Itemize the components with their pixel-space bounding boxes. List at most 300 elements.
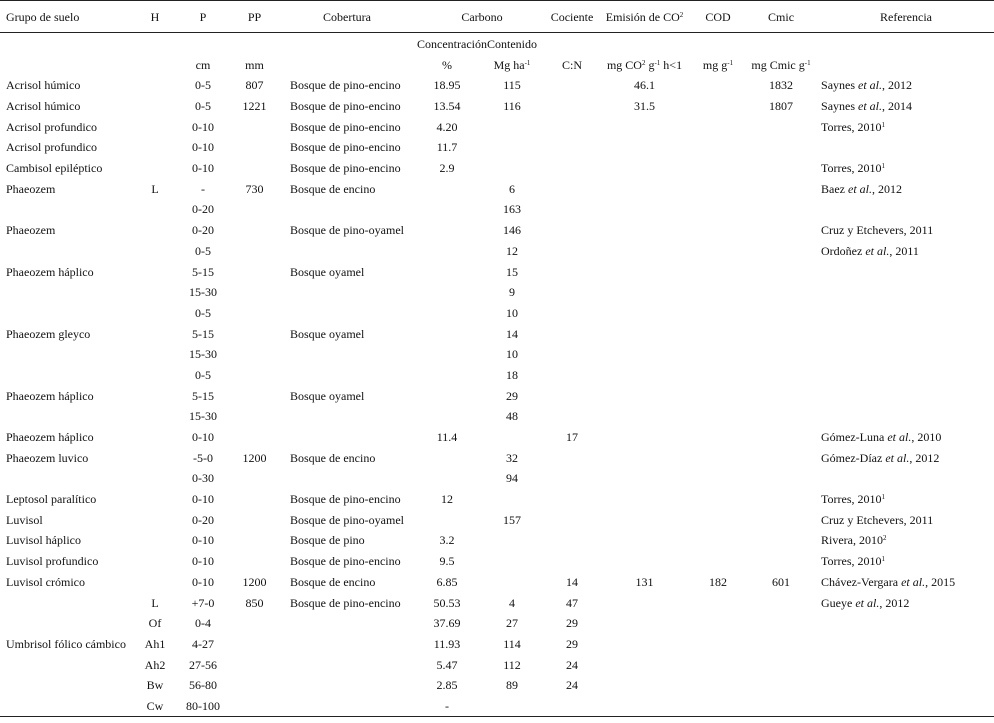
table-row [0,675,994,696]
cell-grupo [0,654,136,675]
cell-emision [597,385,692,406]
cell-grupo: Acrisol húmico [6,78,81,93]
ref-year: , 2015 [925,574,956,589]
cell-h [136,303,174,324]
cell-h [136,427,174,448]
cell-h [136,282,174,303]
cell-concentracion: 9.5 [439,554,455,569]
cell-p: 15-30 [189,409,217,424]
cell-p: 0-4 [195,616,211,631]
cell-cobertura: Bosque oyamel [290,388,365,403]
table-row [0,365,994,386]
cell-pp: 807 [245,78,264,93]
cell-cod [692,116,744,137]
cell-cod [692,96,744,117]
cell-cobertura [277,634,417,655]
cell-cobertura [277,199,417,220]
cell-grupo: Luvisol háplico [6,533,81,548]
cell-cn [547,385,597,406]
cell-grupo: Luvisol profundico [6,554,99,569]
cell-cobertura [277,241,417,262]
unit-cod-sup: -1 [727,58,734,67]
cell-cobertura: Bosque de pino-encino [290,99,401,114]
cell-contenido: 163 [503,202,521,217]
cell-cn: 47 [566,595,579,610]
cell-contenido: 4 [509,595,515,610]
unit-emision [597,54,692,75]
cell-grupo [0,592,136,613]
cell-cod [692,158,744,179]
cell-pp [232,696,277,717]
cell-cn [547,696,597,717]
unit-contenido-sup: -1 [524,58,531,67]
cell-cn [547,116,597,137]
cell-cod [692,241,744,262]
cell-referencia [818,427,994,448]
cell-cobertura: Bosque de pino-encino [290,492,401,507]
unit-emision-sup2: -1 [654,58,661,67]
ref-author: Ordoñez [821,243,863,258]
cell-emision [597,551,692,572]
cell-referencia [818,241,994,262]
cell-grupo [0,468,136,489]
cell-p: 0-5 [195,243,211,258]
cell-emision [597,261,692,282]
cell-grupo: Leptosol paralítico [6,492,97,507]
cell-p: 0-10 [192,574,214,589]
cell-p: 0-10 [192,430,214,445]
unit-emision-sup1: 2 [641,58,646,67]
cell-concentracion [417,447,477,468]
cell-cmic [744,282,818,303]
unit-emision-c: h [660,57,670,72]
cell-cn [547,199,597,220]
cell-emision [597,199,692,220]
table-row [0,241,994,262]
cell-cod [692,178,744,199]
header-grupo: Grupo de suelo [0,1,136,33]
cell-cmic [744,654,818,675]
ref-year: , 2014 [882,99,913,114]
cell-concentracion: 11.93 [433,636,461,651]
cell-emision [597,592,692,613]
cell-cn [547,530,597,551]
ref-author: Gómez-Luna [821,430,885,445]
cell-cn: 24 [566,678,579,693]
cell-h [136,96,174,117]
cell-p: 5-15 [192,264,214,279]
unit-emision-d: <1 [669,57,683,72]
cell-grupo [0,406,136,427]
cell-cobertura: Bosque de encino [290,181,376,196]
ref-author: Torres, 2010 [821,554,882,569]
cell-cod [692,530,744,551]
cell-pp: 850 [245,595,264,610]
cell-cn [547,96,597,117]
table-row [0,178,994,199]
cell-contenido: 9 [509,285,515,300]
cell-pp [232,241,277,262]
cell-cobertura [277,406,417,427]
cell-contenido [477,158,547,179]
cell-referencia [818,447,994,468]
cell-cod [692,344,744,365]
cell-cmic [744,551,818,572]
cell-referencia [818,282,994,303]
header-cmic: Cmic [744,1,818,33]
cell-cmic [744,116,818,137]
cell-pp [232,468,277,489]
cell-contenido [477,489,547,510]
cell-grupo [0,282,136,303]
cell-cod [692,137,744,158]
cell-cod [692,385,744,406]
cell-pp: 1221 [242,99,267,114]
table-header [0,1,994,76]
cell-cobertura: Bosque de pino-encino [290,161,401,176]
ref-author: Saynes [821,99,856,114]
ref-author: Saynes [821,78,856,93]
unit-emision-b: g [645,57,655,72]
cell-cod [692,675,744,696]
cell-contenido: 112 [503,657,521,672]
subheader-contenido: Contenido [487,36,537,51]
ref-footnote: 1 [881,162,885,171]
ref-year: , 2011 [889,243,919,258]
cell-emision: 31.5 [634,99,656,114]
table-row [0,468,994,489]
header-carbono: Carbono [417,1,547,33]
cell-referencia [818,509,994,530]
cell-grupo [0,365,136,386]
cell-emision: 46.1 [634,78,656,93]
cell-grupo: Phaeozem luvico [6,450,89,465]
ref-footnote: 1 [881,120,885,129]
cell-h [136,447,174,468]
cell-cn [547,158,597,179]
cell-h: L [151,181,159,196]
cell-grupo: Phaeozem [6,181,56,196]
header-emision [597,1,692,33]
table-row [0,385,994,406]
cell-cobertura [277,303,417,324]
cell-h [136,323,174,344]
cell-grupo [0,241,136,262]
cell-referencia [818,116,994,137]
table-row [0,261,994,282]
header-cobertura: Cobertura [277,1,417,33]
cell-cn: 17 [566,430,579,445]
cell-referencia [818,137,994,158]
cell-grupo [0,344,136,365]
ref-year: , 2012 [872,181,902,196]
cell-cobertura: Bosque de pino-oyamel [290,223,404,238]
cell-h: Ah1 [144,636,166,651]
cell-emision [597,427,692,448]
ref-author: Torres, 2010 [821,119,882,134]
cell-emision [597,696,692,717]
cell-concentracion [417,406,477,427]
table-row [0,158,994,179]
cell-p: 0-5 [195,99,211,114]
cell-concentracion: 13.54 [433,99,461,114]
cell-h [136,241,174,262]
cell-p: 5-15 [192,326,214,341]
cell-cmic [744,137,818,158]
cell-p: 27-56 [189,657,217,672]
cell-cmic [744,241,818,262]
cell-pp [232,220,277,241]
cell-pp [232,158,277,179]
cell-p: 0-5 [195,367,211,382]
units-row [0,54,994,75]
header-cod: COD [692,1,744,33]
cell-emision: 131 [635,574,654,589]
cell-cmic [744,447,818,468]
cell-emision [597,675,692,696]
cell-h [136,530,174,551]
unit-pp: mm [245,57,264,72]
cell-cmic [744,178,818,199]
cell-contenido [477,137,547,158]
table-row [0,137,994,158]
cell-contenido: 27 [506,616,518,631]
cell-p: 80-100 [174,696,232,717]
cell-grupo: Acrisol profundico [6,140,97,155]
cell-referencia [818,592,994,613]
cell-emision [597,116,692,137]
cell-cobertura: Bosque de pino-encino [290,595,401,610]
cell-referencia [818,323,994,344]
cell-cn: 29 [566,636,579,651]
unit-p: cm [195,57,211,72]
ref-year: , 2012 [882,78,913,93]
header-emision-text: Emisión de CO [605,9,680,24]
cell-pp [232,303,277,324]
cell-cn [547,75,597,96]
cell-pp [232,137,277,158]
ref-year: , 2010 [911,430,942,445]
ref-etal: et al. [887,430,912,445]
cell-concentracion: 4.20 [436,119,458,134]
unit-cmic-text: mg Cmic g [751,57,805,72]
cell-p: 0-10 [192,161,214,176]
header-pp: PP [232,1,277,33]
cell-concentracion [417,282,477,303]
cell-cmic [744,261,818,282]
cell-emision [597,468,692,489]
cell-h [136,75,174,96]
cell-referencia [818,406,994,427]
table-row [0,344,994,365]
cell-cobertura [277,365,417,386]
cell-cn [547,509,597,530]
cell-contenido: 115 [503,78,521,93]
cell-p: 0-20 [192,202,214,217]
cell-p: 0-10 [192,119,214,134]
cell-cn [547,551,597,572]
ref-author: Baez [821,181,845,196]
cell-referencia [818,654,994,675]
table-row [0,447,994,468]
cell-referencia [818,385,994,406]
cell-grupo: Umbrisol fólico cámbico [6,636,126,651]
header-emision-sup: 2 [679,10,684,19]
cell-referencia [818,75,994,96]
cell-grupo: Phaeozem [6,223,56,238]
cell-referencia [818,365,994,386]
cell-grupo: Acrisol húmico [6,99,81,114]
cell-concentracion: 50.53 [433,595,461,610]
cell-cod [692,261,744,282]
table-row [0,572,994,593]
cell-cobertura [277,696,417,717]
cell-cod: 182 [709,574,728,589]
ref-etal: et al. [885,450,910,465]
cell-cod [692,303,744,324]
cell-cobertura [277,675,417,696]
cell-cmic: 1807 [769,99,794,114]
cell-cobertura: Bosque de pino-encino [290,140,401,155]
cell-cobertura: Bosque oyamel [290,264,365,279]
unit-cod-text: mg g [702,57,728,72]
cell-p: 0-10 [192,140,214,155]
cell-cmic [744,365,818,386]
cell-cn [547,489,597,510]
ref-footnote: 2 [883,534,887,543]
cell-p: 0-10 [192,492,214,507]
cell-contenido [477,116,547,137]
cell-emision [597,654,692,675]
cell-h [136,199,174,220]
cell-concentracion [417,199,477,220]
ref-author: Chávez-Vergara [821,574,899,589]
ref-author: Rivera, 2010 [821,533,884,548]
cell-cod [692,282,744,303]
header-h: H [136,1,174,33]
cell-emision [597,530,692,551]
cell-cmic [744,303,818,324]
cell-grupo: Acrisol profundico [6,119,97,134]
cell-referencia [818,158,994,179]
cell-h [136,489,174,510]
cell-cod [692,592,744,613]
cell-cn [547,323,597,344]
cell-concentracion [417,509,477,530]
cell-concentracion: - [417,696,477,717]
cell-emision [597,634,692,655]
cell-referencia [818,199,994,220]
cell-cod [692,468,744,489]
table-row [0,489,994,510]
cell-cmic [744,323,818,344]
cell-cod [692,447,744,468]
cell-concentracion [417,178,477,199]
cell-referencia [818,613,994,634]
cell-pp [232,551,277,572]
cell-grupo [0,613,136,634]
cell-concentracion: 5.47 [436,657,458,672]
cell-emision [597,220,692,241]
cell-cod [692,489,744,510]
cell-p: +7-0 [191,595,215,610]
cell-h: Cw [136,696,174,717]
cell-cmic [744,675,818,696]
cell-pp [232,634,277,655]
cell-referencia [818,551,994,572]
cell-grupo [0,675,136,696]
cell-cmic [744,592,818,613]
cell-emision [597,323,692,344]
cell-emision [597,241,692,262]
cell-cod [692,551,744,572]
cell-grupo: Phaeozem háplico [6,388,94,403]
cell-grupo: Phaeozem háplico [6,430,94,445]
cell-contenido: 146 [503,223,521,238]
cell-h [136,572,174,593]
cell-cmic: 1832 [769,78,794,93]
cell-concentracion [417,303,477,324]
cell-emision [597,303,692,324]
cell-pp [232,509,277,530]
cell-cmic [744,634,818,655]
cell-emision [597,447,692,468]
cell-h [136,344,174,365]
cell-cod [692,199,744,220]
table-row [0,613,994,634]
ref-year: , 2012 [879,595,910,610]
cell-cn [547,344,597,365]
cell-p: 56-80 [189,678,217,693]
cell-pp [232,344,277,365]
cell-pp [232,199,277,220]
cell-cmic [744,344,818,365]
cell-concentracion [417,468,477,489]
cell-concentracion: 18.95 [433,78,461,93]
cell-grupo [0,199,136,220]
cell-referencia [818,468,994,489]
cell-cn [547,468,597,489]
cell-emision [597,158,692,179]
cell-cod [692,406,744,427]
cell-cn [547,137,597,158]
cell-cmic [744,199,818,220]
cell-cmic [744,158,818,179]
cell-concentracion: 2.9 [439,161,455,176]
ref-etal: et al. [865,243,890,258]
cell-concentracion: 11.4 [436,430,458,445]
cell-cn [547,406,597,427]
cell-contenido: 89 [506,678,518,693]
cell-p: - [201,181,205,196]
cell-cn [547,261,597,282]
cell-emision [597,509,692,530]
cell-p: 0-10 [192,533,214,548]
cell-pp [232,675,277,696]
cell-h [136,406,174,427]
cell-h [136,261,174,282]
cell-contenido: 10 [506,347,518,362]
table-row [0,551,994,572]
cell-contenido [477,696,547,717]
table-body [0,75,994,717]
cell-h: Ah2 [144,657,166,672]
cell-referencia [818,634,994,655]
table-row [0,654,994,675]
cell-cobertura [277,344,417,365]
cell-contenido: 48 [506,409,518,424]
cell-p: 0-20 [192,223,214,238]
